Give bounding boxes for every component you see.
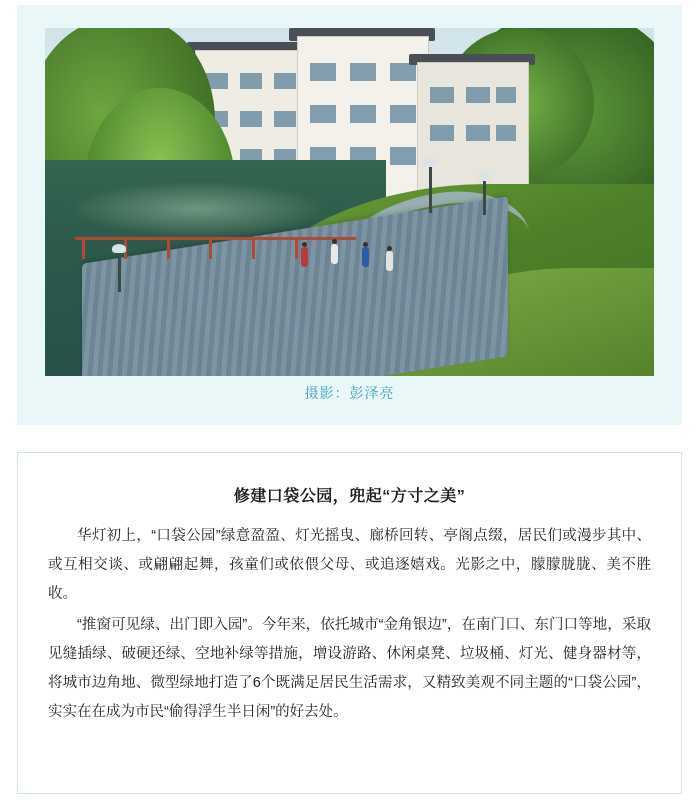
railing-post — [252, 237, 255, 259]
person-walking — [362, 247, 369, 267]
window — [350, 63, 376, 81]
window — [496, 125, 516, 141]
park-lamp-head — [112, 244, 126, 253]
window — [240, 73, 262, 89]
photo-credit: 摄影：彭泽亮 — [304, 385, 395, 401]
railing-post — [295, 237, 298, 259]
article-paragraph-1: 华灯初上，“口袋公园”绿意盈盈、灯光摇曳、廊桥回转、亭阁点缀，居民们或漫步其中、或互相交谈、或翩翩起舞，孩童们或依偎父母、或追逐嬉戏。光影之中，朦朦胧胧、美不胜收。 — [48, 528, 651, 602]
window — [390, 147, 416, 165]
window — [310, 63, 336, 81]
window — [240, 111, 262, 127]
article-title: 修建口袋公园，兜起“方寸之美” — [233, 488, 466, 505]
building-3 — [417, 62, 529, 204]
article-paragraph-2: “推窗可见绿、出门即入园”。今年来，依托城市“金角银边”，在南门口、东门口等地，采取见缝插绿、破硬还绿、空地补绿等措施，增设游路、休闲桌凳、垃圾桶、灯光、健身器材等，将城市边角地、微型绿地打造了6个既满足居民生活需求，又精致美观不同主题的“口袋公园”，实实在在成为市民“偷得浮生半日闲”的好去处。 — [48, 617, 651, 720]
railing — [75, 237, 355, 240]
window — [390, 63, 416, 81]
park-lamp-head — [477, 171, 491, 180]
person-walking — [386, 251, 393, 271]
park-photo — [45, 28, 654, 376]
window — [430, 125, 454, 141]
window — [350, 105, 376, 123]
railing-post — [209, 237, 212, 259]
water-reflection — [69, 181, 325, 237]
window — [466, 87, 490, 103]
window — [274, 73, 296, 89]
park-lamp-head — [423, 157, 437, 166]
window — [496, 87, 516, 103]
photo-frame — [45, 28, 654, 376]
window — [390, 105, 416, 123]
article-card — [17, 452, 682, 794]
railing-post — [82, 237, 85, 259]
window — [466, 125, 490, 141]
window — [430, 87, 454, 103]
railing-post — [167, 237, 170, 259]
person-walking — [331, 244, 338, 264]
photo-card — [17, 5, 682, 425]
park-lamp-post — [483, 181, 486, 215]
window — [274, 111, 296, 127]
window — [310, 105, 336, 123]
park-lamp-post — [118, 258, 121, 292]
person-walking — [301, 247, 308, 267]
park-lamp-post — [429, 167, 432, 213]
